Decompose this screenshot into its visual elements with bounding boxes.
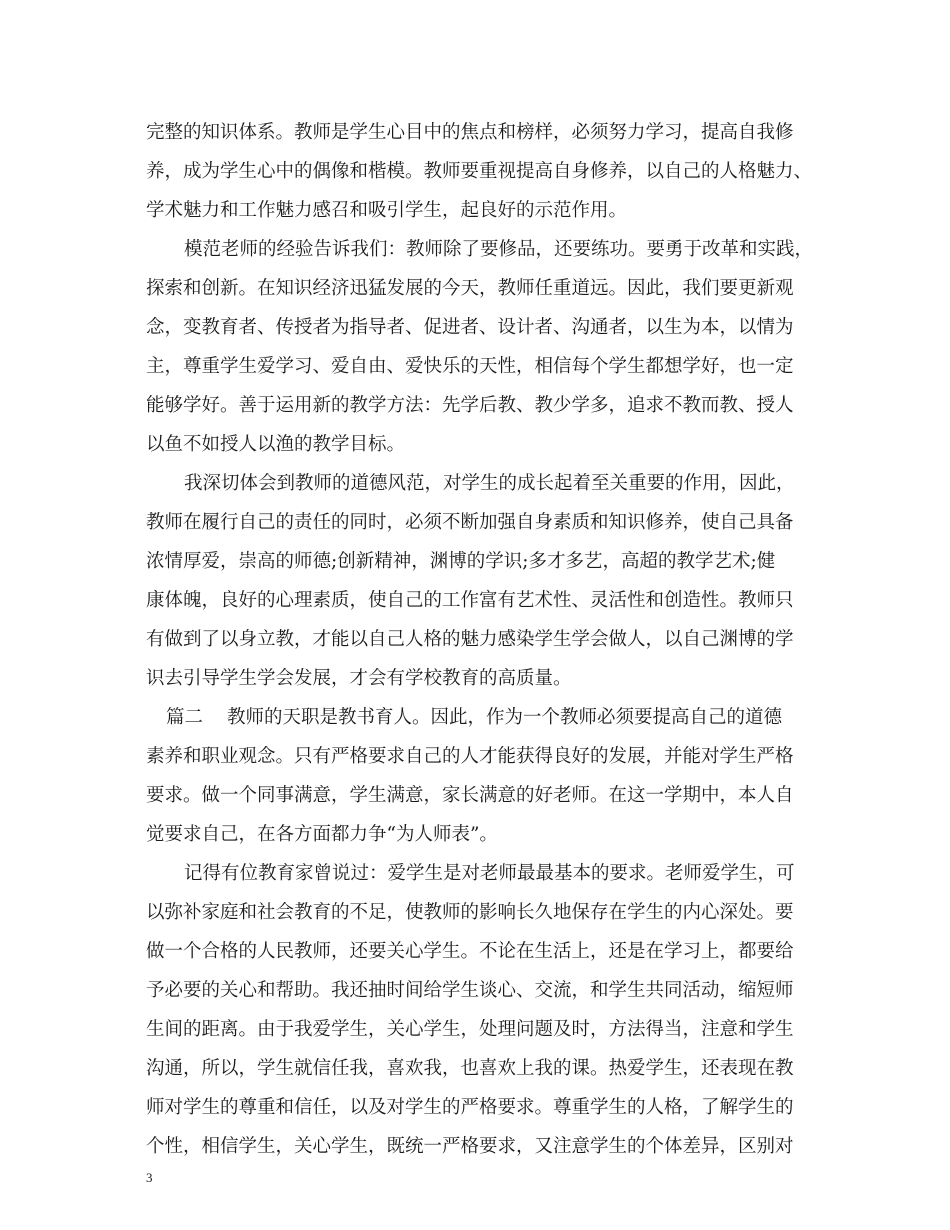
paragraph-4-line-1: 教师的天职是教书育人。因此，作为一个教师必须要提高自己的道德	[227, 707, 783, 728]
paragraph-2-line-5: 能够学好。善于运用新的教学方法：先学后教、教少学多，追求不教而教、授人	[146, 395, 794, 416]
paragraph-5-line-3: 做一个合格的人民教师，还要关心学生。不论在生活上，还是在学习上，都要给	[146, 941, 794, 962]
paragraph-3-line-4: 康体魄，良好的心理素质，使自己的工作富有艺术性、灵活性和创造性。教师只	[146, 590, 794, 611]
paragraph-3-line-1: 我深切体会到教师的道德风范，对学生的成长起着至关重要的作用，因此，	[184, 473, 795, 494]
paragraph-2-line-1: 模范老师的经验告诉我们：教师除了要修品，还要练功。要勇于改革和实践，	[184, 239, 814, 260]
section-label: 篇二	[166, 707, 204, 728]
paragraph-2-line-4: 主，尊重学生爱学习、爱自由、爱快乐的天性，相信每个学生都想学好，也一定	[146, 356, 794, 377]
paragraph-4-line-4: 觉要求自己，在各方面都力争“为人师表”。	[146, 824, 498, 845]
paragraph-5-line-6: 沟通，所以，学生就信任我，喜欢我，也喜欢上我的课。热爱学生，还表现在教	[146, 1058, 794, 1079]
paragraph-3-line-3: 浓情厚爱，崇高的师德;创新精神，渊博的学识;多才多艺，高超的教学艺术;健	[146, 551, 776, 572]
paragraph-3-line-6: 识去引导学生学会发展，才会有学校教育的高质量。	[146, 668, 572, 689]
paragraph-1-line-2: 养，成为学生心中的偶像和楷模。教师要重视提高自身修养，以自己的人格魅力、	[146, 161, 813, 182]
paragraph-1-line-1: 完整的知识体系。教师是学生心目中的焦点和榜样，必须努力学习，提高自我修	[146, 122, 794, 143]
paragraph-1-line-3: 学术魅力和工作魅力感召和吸引学生，起良好的示范作用。	[146, 200, 628, 221]
page-number: 3	[146, 1170, 153, 1185]
paragraph-2-line-3: 念，变教育者、传授者为指导者、促进者、设计者、沟通者，以生为本，以情为	[146, 317, 794, 338]
paragraph-5-line-5: 生间的距离。由于我爱学生，关心学生，处理问题及时，方法得当，注意和学生	[146, 1019, 794, 1040]
paragraph-5-line-8: 个性，相信学生，关心学生，既统一严格要求，又注意学生的个体差异，区别对	[146, 1136, 794, 1157]
paragraph-2-line-6: 以鱼不如授人以渔的教学目标。	[146, 434, 406, 455]
paragraph-2-line-2: 探索和创新。在知识经济迅猛发展的今天，教师任重道远。因此，我们要更新观	[146, 278, 794, 299]
paragraph-3-line-2: 教师在履行自己的责任的同时，必须不断加强自身素质和知识修养，使自己具备	[146, 512, 794, 533]
paragraph-5-line-4: 予必要的关心和帮助。我还抽时间给学生谈心、交流，和学生共同活动，缩短师	[146, 980, 794, 1001]
paragraph-5-line-1: 记得有位教育家曾说过：爱学生是对老师最最基本的要求。老师爱学生，可	[184, 863, 795, 884]
paragraph-3-line-5: 有做到了以身立教，才能以自己人格的魅力感染学生学会做人，以自己渊博的学	[146, 629, 794, 650]
paragraph-4-line-2: 素养和职业观念。只有严格要求自己的人才能获得良好的发展，并能对学生严格	[146, 746, 794, 767]
paragraph-4-line-3: 要求。做一个同事满意，学生满意，家长满意的好老师。在这一学期中，本人自	[146, 785, 794, 806]
paragraph-5-line-7: 师对学生的尊重和信任，以及对学生的严格要求。尊重学生的人格，了解学生的	[146, 1097, 794, 1118]
paragraph-5-line-2: 以弥补家庭和社会教育的不足，使教师的影响长久地保存在学生的内心深处。要	[146, 902, 794, 923]
